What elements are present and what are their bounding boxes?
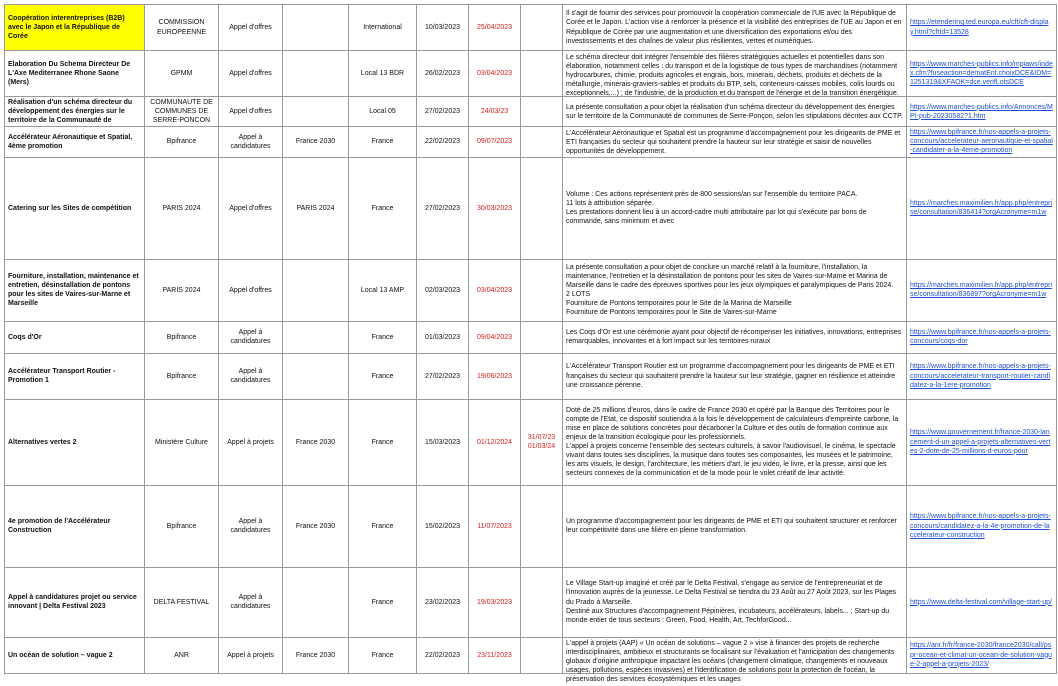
table-body [5,5,1057,684]
cell-perimetre: Local 05 [349,97,417,127]
cell-perimetre: France [349,567,417,637]
cell-date-limite: 01/12/2024 [469,399,521,485]
cell-link [907,157,1057,259]
table-row [5,157,1057,259]
cell-type: Appel à projets [219,637,283,673]
cell-description [563,399,907,485]
description-line: Destiné aux Structures d'accompagnement Pépinières, incubateurs, accélérateurs, labels... ; Start-up du monde entier de tous secteurs : Green, Food, Health, Art, TechforGood... [566,607,890,624]
cell-date-publication: 02/03/2023 [417,259,469,321]
cell-extra-dates [521,127,563,157]
description-line: Les prestations donnent lieu à un accord-cadre multi attributaire par lot qui s'exécute par bons de commande, sans minimum et avec [566,209,867,226]
cell-programme: France 2030 [283,637,349,673]
cell-type: Appel d'offres [219,51,283,97]
cell-link [907,5,1057,51]
cell-description [563,567,907,637]
cell-title: Réalisation d'un schéma directeur du développement des énergies sur le territoire de la Communauté de [5,97,145,127]
description-line: Volume : Ces actions représentent près de 800 sessions/an sur l'ensemble du territoire PACA. [566,190,858,198]
description-line: La présente consultation a pour objet la réalisation d'un schéma directeur du développement des énergies sur le territoire de la Communauté de communes de Serre-Ponçon, selon les stipulations décrites aux CCTP. [566,103,903,120]
cell-title: Un océan de solution – vague 2 [5,637,145,673]
table-row [5,637,1057,673]
cell-date-publication: 27/02/2023 [417,157,469,259]
cell-organisme: COMMUNAUTE DE COMMUNES DE SERRE-PONCON [145,97,219,127]
cell-extra-dates [521,567,563,637]
description-line: Il s'agit de fournir des services pour promouvoir la coopération commerciale de l'UE avec la République de Corée et le Japon. L'action vise à renforcer la présence et la visibilité des entreprises de l'UE au Japon et en République de Corée par une augmentation et une diversification des exportations et/ou des investissements et des chaînes de valeur plus résilientes, vertes et numériques. [566,10,902,45]
cell-title: Accélérateur Aéronautique et Spatial, 4ème promotion [5,127,145,157]
cell-date-publication: 22/02/2023 [417,637,469,673]
description-line: Fourniture de Pontons temporaires pour le Site de Vaires-sur-Marne [566,309,777,317]
cell-organisme: Ministère Culture [145,399,219,485]
cell-perimetre: Local 13 BDR [349,51,417,97]
description-line: Fourniture de Pontons temporaires pour le Site de la Marina de Marseille [566,300,792,308]
cell-description [563,637,907,684]
extra-dates: 31/07/23 01/03/24 [527,433,556,451]
cell-link [907,485,1057,567]
cell-description [563,5,907,51]
cell-perimetre: France [349,637,417,673]
cell-programme [283,321,349,353]
url-link[interactable]: https://www.bpifrance.fr/nos-appels-a-projets-concours/accelerateur-transport-routier-candidatez-a-la-1ere-promotion [910,363,1051,389]
cell-description [563,97,907,127]
cell-date-publication: 26/02/2023 [417,51,469,97]
cell-date-limite: 11/07/2023 [469,485,521,567]
cell-extra-dates [521,321,563,353]
cell-description [563,353,907,399]
url-link[interactable]: https://www.bpifrance.fr/nos-appels-a-projets-concours/candidatez-a-la-4e-promotion-de-laccelerateur-construction [910,513,1051,539]
cell-organisme: PARIS 2024 [145,259,219,321]
description-line: 2 LOTS [566,291,591,299]
cell-type: Appel à candidatures [219,567,283,637]
cell-extra-dates [521,399,563,485]
cell-type: Appel à projets [219,399,283,485]
cell-perimetre: France [349,353,417,399]
cell-type: Appel à candidatures [219,127,283,157]
url-link[interactable]: https://marches.maximilien.fr/app.php/entreprise/consultation/836897?orgAcronyme=m1w [910,281,1053,299]
cell-type: Appel d'offres [219,157,283,259]
cell-perimetre: France [349,321,417,353]
cell-description [563,259,907,321]
opportunities-table [4,4,1057,684]
cell-programme [283,259,349,321]
description-line: Le Village Start-up imaginé et créé par le Delta Festival, s'engage au service de l'entrepreneuriat et de l'innovation auprès de la jeunesse. Le Delta Festival se tiendra du 23 Août au 27 Août 2023, sur les Plages du Prado à Marseille. [566,580,897,606]
cell-description [563,157,907,259]
cell-perimetre: International [349,5,417,51]
cell-date-limite: 09/04/2023 [469,321,521,353]
url-link[interactable]: https://www.bpifrance.fr/nos-appels-a-projets-concours/coqs-dor [910,328,1051,346]
table-row [5,399,1057,485]
cell-programme: PARIS 2024 [283,157,349,259]
cell-title: Catering sur les Sites de compétition [5,157,145,259]
cell-type: Appel d'offres [219,5,283,51]
cell-organisme: ANR [145,637,219,673]
cell-perimetre: Local 13 AMP [349,259,417,321]
cell-extra-dates [521,637,563,673]
cell-type: Appel d'offres [219,97,283,127]
cell-organisme: COMMISSION EUROPEENNE [145,5,219,51]
cell-extra-dates [521,97,563,127]
description-line: Les Coqs d'Or est une cérémonie ayant pour objectif de récompenser les initiatives, innovations, entreprises remarquables, innovantes et à fort impact sur les territoires ruraux [566,328,902,346]
cell-title: Coopération interentreprises (B2B) avec le Japon et la République de Corée [5,5,145,51]
cell-date-limite: 23/11/2023 [469,637,521,673]
cell-programme [283,567,349,637]
url-link[interactable]: https://marches.maximilien.fr/app.php/entreprise/consultation/836414?orgAcronyme=m1w [910,199,1053,217]
table-row [5,321,1057,353]
cell-organisme: Bpifrance [145,321,219,353]
description-line: L'Accélérateur Transport Routier est un programme d'accompagnement pour les dirigeants de PME et ETI françaises du secteur qui souhaitent prendre la hauteur sur leur stratégie, gagner en résilience et atteindre une croissance pérenne. [566,363,896,389]
cell-link [907,97,1057,127]
cell-organisme: Bpifrance [145,353,219,399]
description-line: Doté de 25 millions d'euros, dans le cadre de France 2030 et opéré par la Banque des Territoires pour le compte de l'Etat, ce dispositif soutiendra à la fois le développement de calculateurs d'empreinte carbone, la mise en place de solutions concrètes pour décarboner la Culture et des outils de formation continue aux enjeux de la transition écologique pour les professionnels. [566,406,899,441]
cell-organisme: Bpifrance [145,485,219,567]
cell-link [907,321,1057,353]
cell-date-limite: 03/04/2023 [469,259,521,321]
cell-programme: France 2030 [283,399,349,485]
cell-date-publication: 27/02/2023 [417,97,469,127]
cell-organisme: GPMM [145,51,219,97]
description-line: L'appel à projets concerne l'ensemble des secteurs culturels, à savoir l'audiovisuel, le cinéma, le spectacle vivant dans toutes ses disciplines, la musique dans toutes ses composantes, les musées et le patrimoine, les arts visuels, le design, l'architecture, les métiers d'art, le jeu vidéo, le livre, et la presse, ainsi que les secteurs connexes de la communication et de la mode pour le volet créatif de leur activité. [566,443,896,478]
cell-date-limite: 19/06/2023 [469,353,521,399]
cell-perimetre: France [349,127,417,157]
cell-extra-dates [521,353,563,399]
cell-date-limite: 19/03/2023 [469,567,521,637]
cell-extra-dates [521,51,563,97]
cell-date-limite: 24/03/23 [469,97,521,127]
table-row [5,51,1057,97]
cell-date-publication: 10/03/2023 [417,5,469,51]
description-line: La présente consultation a pour objet de conclure un marché relatif à la fourniture, l'installation, la maintenance, l'entretien et la désinstallation de pontons pour les sites de Vaires-sur-Marne et Marina de Marseille dans le cadre des épreuves sportives pour les jeux olympiques et paralympiques de Paris 2024. [566,263,894,289]
url-link[interactable]: https://www.delta-festival.com/village-start-up/ [910,598,1052,606]
url-link[interactable]: https://www.marches-publics.info/mpiaws/index.cfm?fuseaction=dematEnt.choixDCE&IDM=1251319&XFAOK=dce.verifLotsDCE [910,60,1053,87]
url-link[interactable]: https://www.bpifrance.fr/nos-appels-a-projets-concours/accelerateur-aeronautique-et-spatial-candidater-a-la-4eme-promotion [910,129,1053,155]
description-line: Le schéma directeur doit intégrer l'ensemble des filières stratégiques actuelles et potentielles dans son élaboration, notamment celles : du transport et de la logistique de tous types de marchandises (notamment hydrocarbures, chimie, produits agricoles et engrais, bois, minerais, déchets, produits et déchets de la métallurgie, minerais-graviers-sables et produits du BTP, sels, conteneurs-caisses mobiles, colis lourds ou exceptionnels,...) ; de l'industrie, de la production et du transport de l'énergie et de la transition énergétique. [566,53,899,97]
table-row [5,97,1057,127]
cell-type: Appel à candidatures [219,485,283,567]
description-line: L'Accélérateur Aéronautique et Spatial est un programme d'accompagnement pour les dirigeants de PME et ETI françaises du secteur qui souhaitent prendre la hauteur sur leur stratégie et saisir de nouvelles opportunités de développement. [566,129,901,156]
cell-programme: France 2030 [283,127,349,157]
cell-date-limite: 25/04/2023 [469,5,521,51]
cell-link [907,567,1057,637]
cell-extra-dates [521,485,563,567]
url-link[interactable]: https://etendering.ted.europa.eu/cft/cft-display.html?cftId=13528 [910,19,1049,36]
cell-programme [283,97,349,127]
table-row [5,259,1057,321]
cell-perimetre: France [349,399,417,485]
cell-title: Accélérateur Transport Routier - Promotion 1 [5,353,145,399]
cell-organisme: DELTA FESTIVAL [145,567,219,637]
cell-title: Coqs d'Or [5,321,145,353]
cell-link [907,51,1057,97]
cell-link [907,353,1057,399]
cell-organisme: PARIS 2024 [145,157,219,259]
table-row [5,485,1057,567]
cell-date-limite: 30/03/2023 [469,157,521,259]
cell-description [563,127,907,157]
cell-perimetre: France [349,157,417,259]
cell-description [563,51,907,97]
cell-perimetre: France [349,485,417,567]
cell-date-publication: 15/03/2023 [417,399,469,485]
cell-date-publication: 27/02/2023 [417,353,469,399]
cell-programme [283,51,349,97]
cell-title: Fourniture, installation, maintenance et entretien, désinstallation de pontons pour les sites de Vaires-sur-Marne et Marseille [5,259,145,321]
cell-programme [283,353,349,399]
description-line: L'appel à projets (AAP) « Un océan de solutions – vague 2 » vise à financer des projets de recherche interdisciplinaires, ambitieux et structurants se focalisant sur l'évaluation et l'anticipation des changements globaux d'origine anthropique impactant les océans (changement climatique, changements et nouveaux usages, pollutions, espèces invasives) et l'identification de solutions pour la protection de l'océan, la préservation des services écosystémiques et les usages [566,640,895,684]
url-link[interactable]: https://www.marches-publics.info/Annonces/MPI-pub-20230582?1.htm [910,103,1053,120]
description-line: 11 lots à attribution séparée. [566,199,654,207]
cell-title: Alternatives vertes 2 [5,399,145,485]
cell-extra-dates [521,157,563,259]
description-line: Un programme d'accompagnement pour les dirigeants de PME et ETI qui souhaitent structurer et renforcer leur compétitivité dans une filière en pleine transformation. [566,517,897,535]
cell-link [907,399,1057,485]
url-link[interactable]: https://anr.fr/fr/france-2030/france2030/call/pspr-ocean-et-climat-un-ocean-de-solution-vague-2-appel-a-projets-2023/ [910,642,1053,668]
table-row [5,567,1057,637]
cell-programme [283,5,349,51]
cell-date-publication: 15/02/2023 [417,485,469,567]
cell-organisme: Bpifrance [145,127,219,157]
cell-link [907,259,1057,321]
table-row [5,127,1057,157]
cell-title: 4e promotion de l'Accélérateur Construction [5,485,145,567]
cell-type: Appel à candidatures [219,353,283,399]
cell-type: Appel d'offres [219,259,283,321]
cell-link [907,637,1057,673]
cell-link [907,127,1057,157]
cell-extra-dates [521,5,563,51]
cell-date-publication: 23/02/2023 [417,567,469,637]
cell-date-publication: 22/02/2023 [417,127,469,157]
cell-title: Elaboration Du Schema Directeur De L'Axe Mediterranee Rhone Saone (Mers) [5,51,145,97]
cell-date-limite: 03/04/2023 [469,51,521,97]
url-link[interactable]: https://www.gouvernement.fr/france-2030-lancement-d-un-appel-a-projets-alternatives-vertes-2-dote-de-25-millions-d-euros-pour [910,429,1051,455]
cell-programme: France 2030 [283,485,349,567]
cell-description [563,485,907,567]
table-row [5,353,1057,399]
cell-date-limite: 09/07/2023 [469,127,521,157]
cell-title: Appel à candidatures projet ou service innovant | Delta Festival 2023 [5,567,145,637]
cell-type: Appel à candidatures [219,321,283,353]
cell-date-publication: 01/03/2023 [417,321,469,353]
cell-extra-dates [521,259,563,321]
table-row [5,5,1057,51]
cell-description [563,321,907,353]
